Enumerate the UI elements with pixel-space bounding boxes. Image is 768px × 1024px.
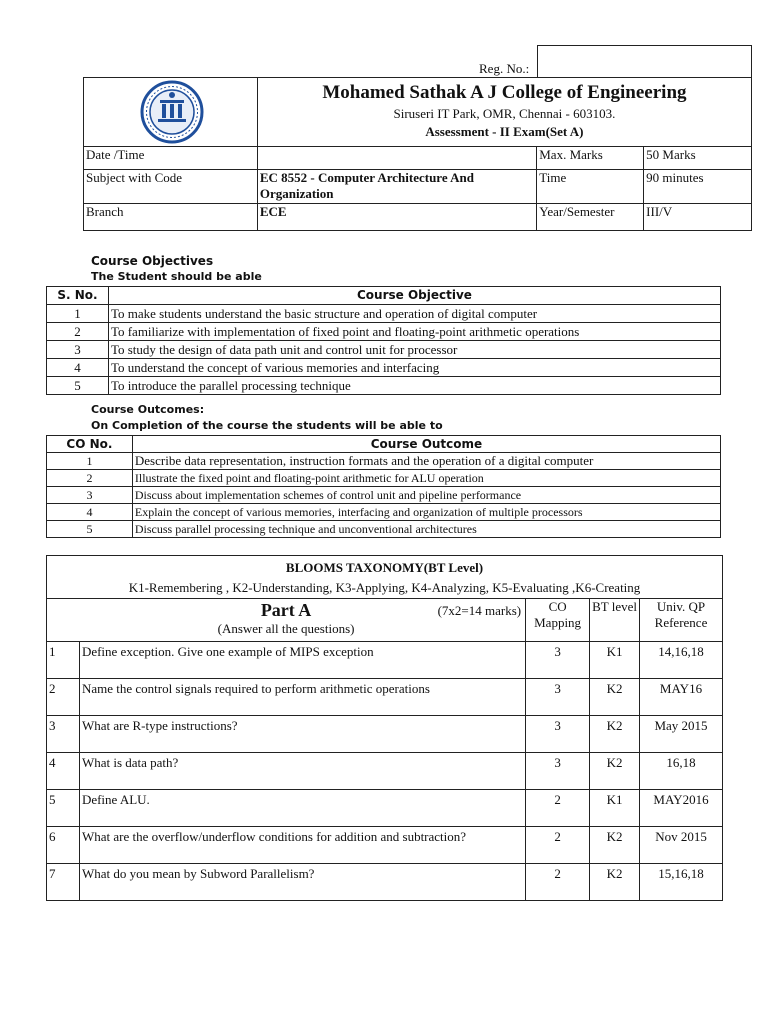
question-ref: MAY16	[640, 679, 723, 716]
table-row	[47, 790, 723, 827]
outcome-no: 5	[47, 521, 133, 538]
objective-text: To introduce the parallel processing technique	[108, 377, 720, 395]
part-a-title: Part A	[260, 600, 312, 620]
question-text: Define ALU.	[79, 790, 525, 827]
question-text: Define exception. Give one example of MIPS exception	[79, 642, 525, 679]
question-text: What do you mean by Subword Parallelism?	[79, 864, 525, 901]
question-bt: K2	[590, 679, 640, 716]
question-bt: K2	[590, 827, 640, 864]
question-bt: K2	[590, 716, 640, 753]
table-row	[47, 341, 721, 359]
outcomes-col-text: Course Outcome	[132, 436, 720, 453]
outcomes-subheading: On Completion of the course the students will be able to	[91, 419, 443, 432]
outcome-no: 1	[47, 453, 133, 470]
college-address: Siruseri IT Park, OMR, Chennai - 603103.	[393, 106, 616, 121]
max-marks-value: 50 Marks	[644, 147, 752, 170]
table-row	[47, 377, 721, 395]
question-bt: K2	[590, 864, 640, 901]
question-co: 2	[526, 790, 590, 827]
table-row	[47, 716, 723, 753]
question-co: 2	[526, 864, 590, 901]
table-row	[47, 323, 721, 341]
outcome-text: Discuss parallel processing technique and unconventional architectures	[132, 521, 720, 538]
table-row	[47, 470, 721, 487]
question-ref: May 2015	[640, 716, 723, 753]
table-row	[47, 521, 721, 538]
part-a-table	[46, 555, 723, 901]
time-value: 90 minutes	[644, 170, 752, 204]
max-marks-label: Max. Marks	[537, 147, 644, 170]
objective-text: To familiarize with implementation of fixed point and floating-point arithmetic operations	[108, 323, 720, 341]
outcome-text: Illustrate the fixed point and floating-point arithmetic for ALU operation	[132, 470, 720, 487]
question-text: What are R-type instructions?	[79, 716, 525, 753]
question-bt: K2	[590, 753, 640, 790]
table-row	[47, 504, 721, 521]
outcomes-table	[46, 435, 721, 538]
subject-value: EC 8552 - Computer Architecture And Organization	[257, 170, 536, 204]
time-label: Time	[537, 170, 644, 204]
outcome-text: Discuss about implementation schemes of control unit and pipeline performance	[132, 487, 720, 504]
exam-title: Assessment - II Exam(Set A)	[425, 124, 584, 139]
objective-no: 5	[47, 377, 109, 395]
reg-no-field[interactable]	[537, 45, 752, 78]
reg-no-label: Reg. No.:	[479, 61, 530, 76]
bt-levels: K1-Remembering , K2-Understanding, K3-Applying, K4-Analyzing, K5-Evaluating ,K6-Creating	[128, 580, 641, 595]
question-co: 2	[526, 827, 590, 864]
table-row	[47, 679, 723, 716]
question-bt: K1	[590, 790, 640, 827]
branch-value: ECE	[257, 204, 536, 231]
table-row	[47, 487, 721, 504]
question-text: What is data path?	[79, 753, 525, 790]
part-a-instruction: (Answer all the questions)	[217, 621, 355, 636]
table-row	[47, 359, 721, 377]
branch-label: Branch	[84, 204, 258, 231]
objectives-subheading: The Student should be able	[91, 270, 262, 283]
objective-no: 1	[47, 305, 109, 323]
question-no: 2	[47, 679, 80, 716]
objective-text: To understand the concept of various memories and interfacing	[108, 359, 720, 377]
question-bt: K1	[590, 642, 640, 679]
college-name: Mohamed Sathak A J College of Engineering	[322, 82, 687, 103]
question-ref: 14,16,18	[640, 642, 723, 679]
year-sem-value: III/V	[644, 204, 752, 231]
college-title-cell	[257, 78, 751, 147]
col-bt-level: BT level	[590, 599, 640, 642]
question-ref: MAY2016	[640, 790, 723, 827]
question-ref: 16,18	[640, 753, 723, 790]
question-co: 3	[526, 753, 590, 790]
objective-no: 4	[47, 359, 109, 377]
college-seal-icon	[134, 80, 255, 144]
objectives-col-no: S. No.	[47, 287, 109, 305]
outcome-no: 3	[47, 487, 133, 504]
bt-header-cell	[47, 556, 723, 599]
table-row	[47, 753, 723, 790]
part-a-marks: (7x2=14 marks)	[437, 603, 522, 618]
question-no: 5	[47, 790, 80, 827]
part-a-header-cell	[47, 599, 526, 642]
objective-no: 3	[47, 341, 109, 359]
objective-text: To study the design of data path unit and control unit for processor	[108, 341, 720, 359]
bt-title: BLOOMS TAXONOMY(BT Level)	[285, 560, 484, 575]
col-univ-ref: Univ. QP Reference	[640, 599, 723, 642]
col-co-mapping: CO Mapping	[526, 599, 590, 642]
objectives-table	[46, 286, 721, 395]
question-no: 3	[47, 716, 80, 753]
objectives-col-text: Course Objective	[108, 287, 720, 305]
question-co: 3	[526, 679, 590, 716]
table-row	[47, 305, 721, 323]
question-no: 4	[47, 753, 80, 790]
subject-label: Subject with Code	[84, 170, 258, 204]
objective-no: 2	[47, 323, 109, 341]
outcome-no: 4	[47, 504, 133, 521]
question-co: 3	[526, 716, 590, 753]
logo-cell	[84, 78, 258, 147]
outcome-text: Explain the concept of various memories, interfacing and organization of multiple processors	[132, 504, 720, 521]
objectives-heading: Course Objectives	[91, 254, 214, 268]
year-sem-label: Year/Semester	[537, 204, 644, 231]
question-text: Name the control signals required to perform arithmetic operations	[79, 679, 525, 716]
date-label: Date /Time	[84, 147, 258, 170]
question-ref: Nov 2015	[640, 827, 723, 864]
table-row	[47, 453, 721, 470]
question-no: 1	[47, 642, 80, 679]
table-row	[47, 827, 723, 864]
objective-text: To make students understand the basic structure and operation of digital computer	[108, 305, 720, 323]
question-ref: 15,16,18	[640, 864, 723, 901]
question-no: 6	[47, 827, 80, 864]
outcome-text: Describe data representation, instruction formats and the operation of a digital computer	[132, 453, 720, 470]
outcomes-col-no: CO No.	[47, 436, 133, 453]
question-text: What are the overflow/underflow conditions for addition and subtraction?	[79, 827, 525, 864]
question-no: 7	[47, 864, 80, 901]
header-table	[83, 77, 752, 231]
table-row	[47, 864, 723, 901]
date-value[interactable]	[257, 147, 536, 170]
outcome-no: 2	[47, 470, 133, 487]
question-co: 3	[526, 642, 590, 679]
outcomes-heading: Course Outcomes:	[91, 403, 205, 416]
table-row	[47, 642, 723, 679]
